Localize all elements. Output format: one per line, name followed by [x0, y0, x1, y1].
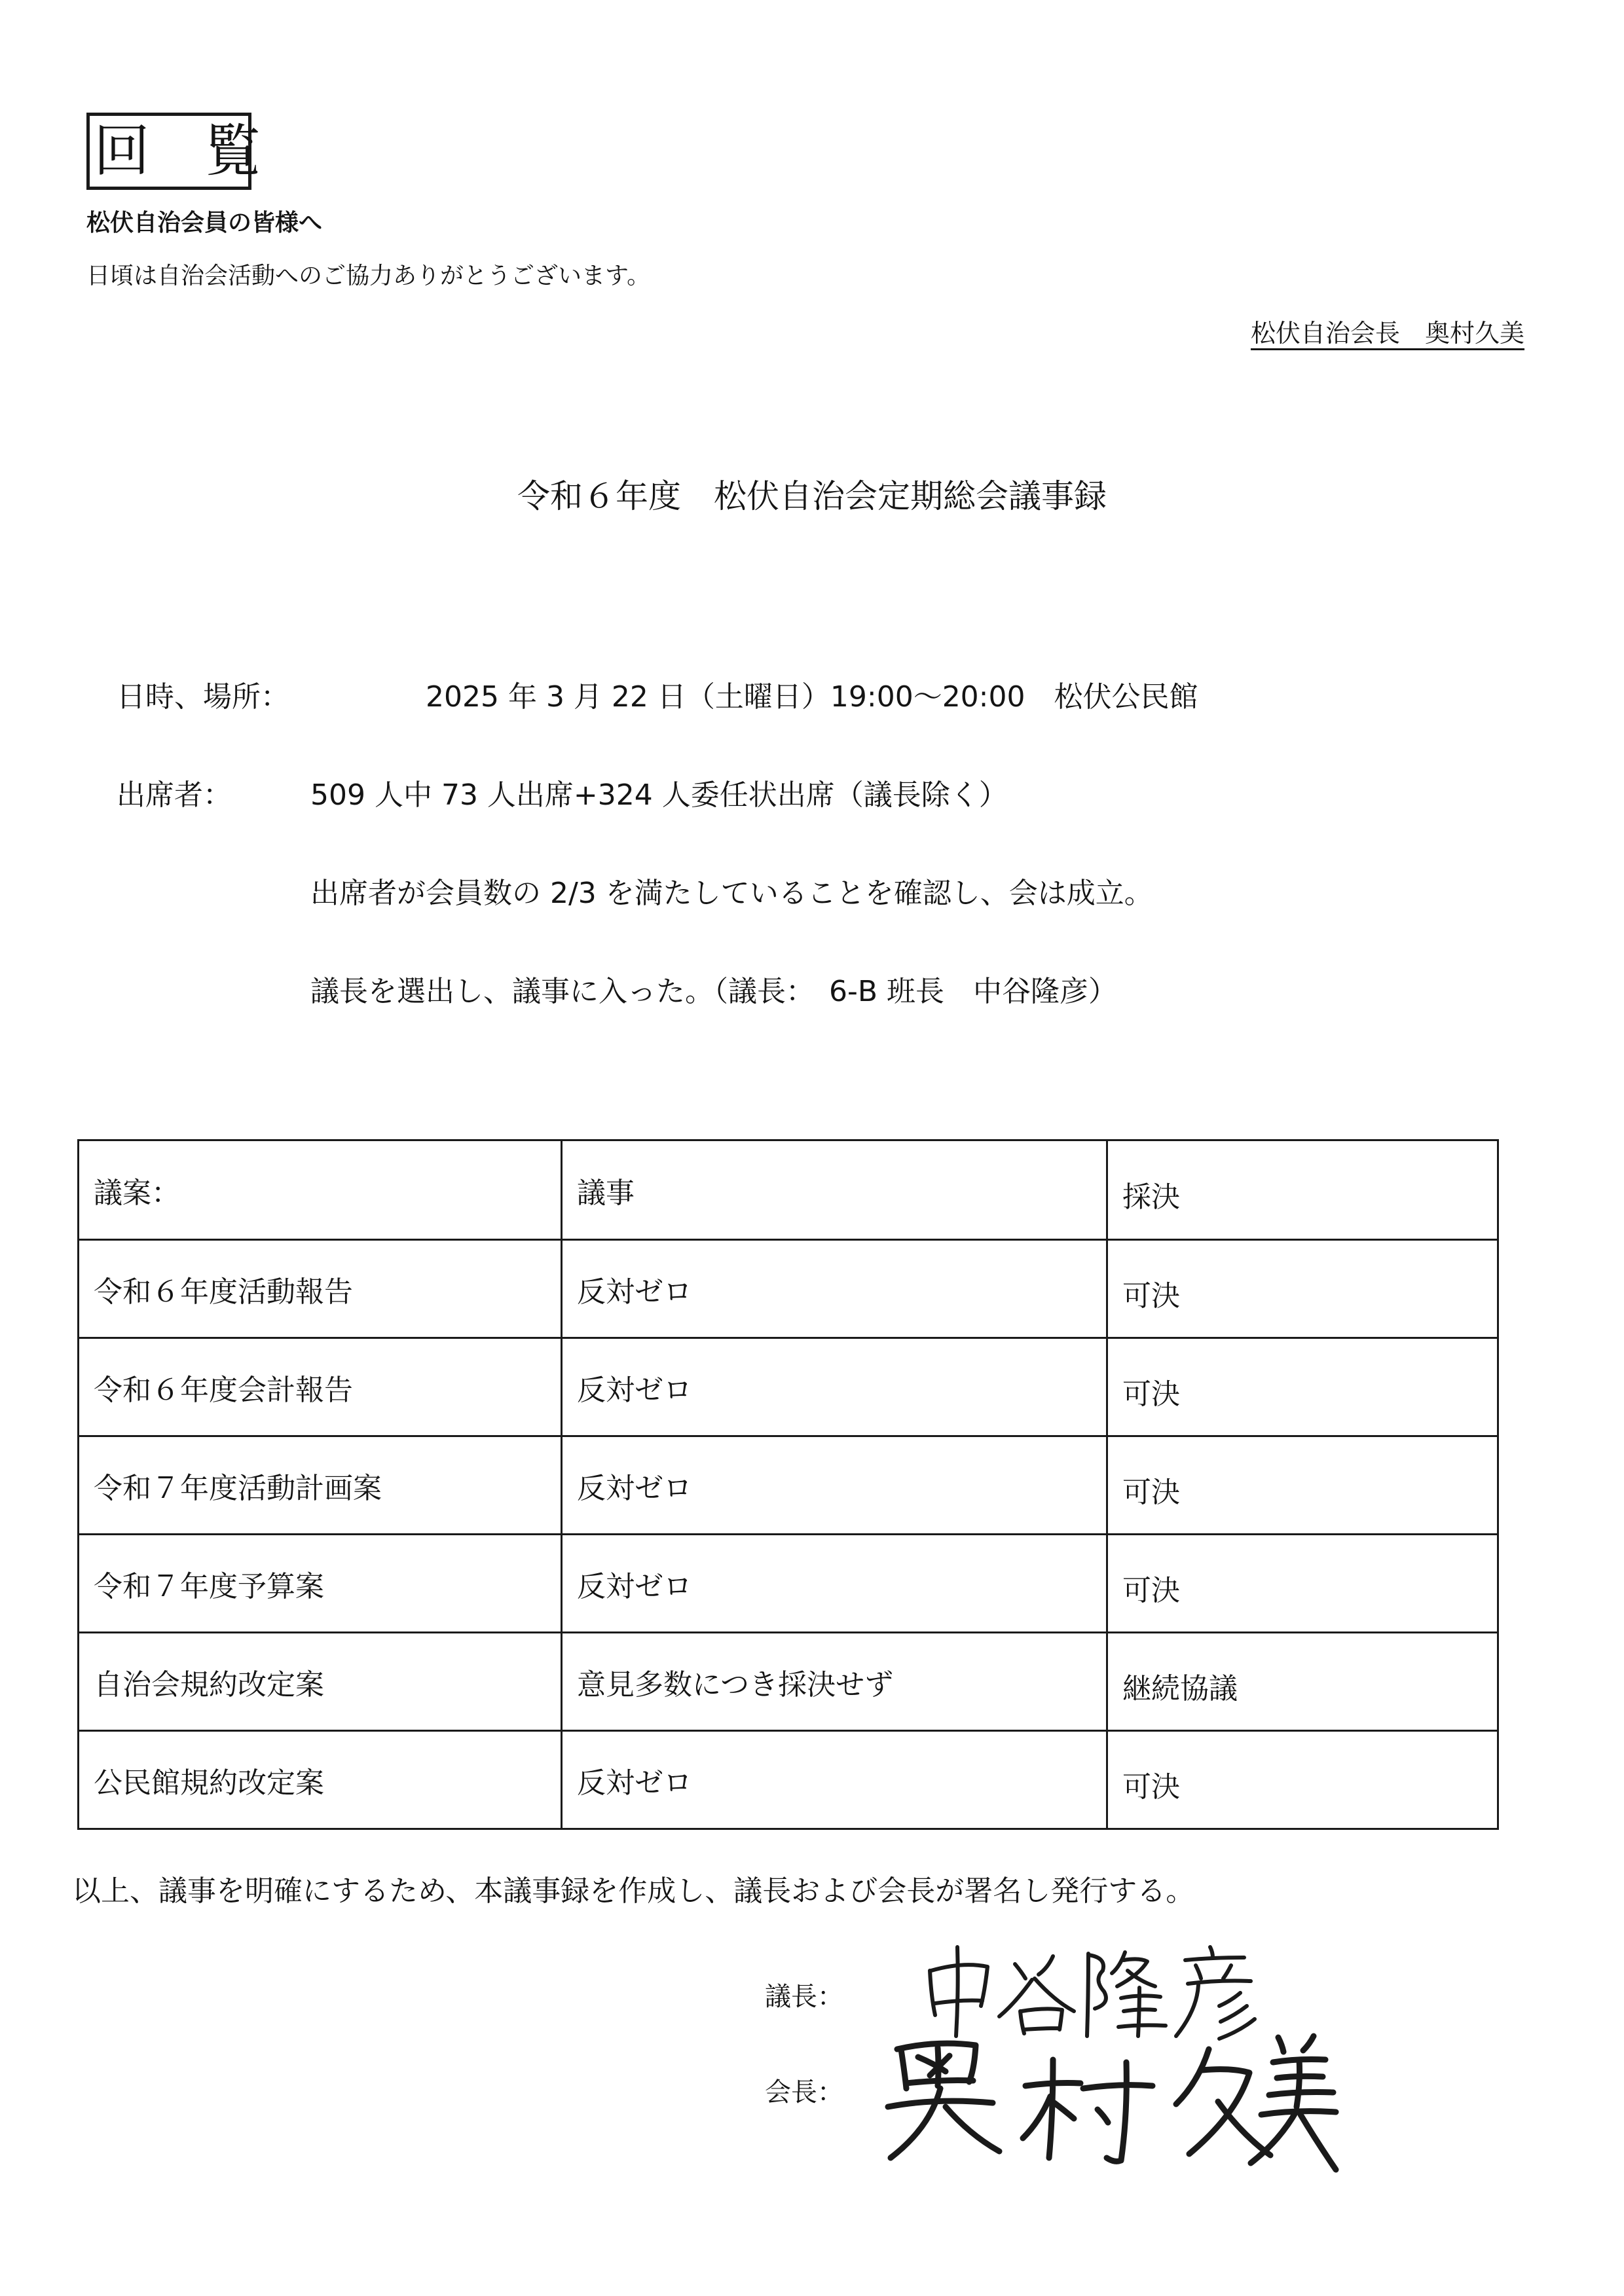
circulation-stamp: 回 覧: [86, 113, 251, 190]
agenda-vote-text: 可決: [1122, 1475, 1180, 1509]
header-cell-proceedings: 議事: [562, 1140, 1107, 1240]
greeting-text: 日頃は自治会活動へのご協力ありがとうございます。: [86, 263, 651, 289]
agenda-vote: [1107, 1535, 1498, 1633]
agenda-item: 令和７年度活動計画案: [79, 1436, 562, 1535]
agenda-vote-text: 可決: [1122, 1573, 1180, 1607]
chair-signature-label: 議長：: [765, 1982, 843, 2012]
table-header-row: [79, 1140, 1498, 1240]
agenda-vote: [1107, 1240, 1498, 1338]
agenda-vote: [1107, 1338, 1498, 1436]
attendees-label: 出席者：: [117, 778, 232, 812]
table-row: [79, 1731, 1498, 1829]
agenda-item: 令和６年度活動報告: [79, 1240, 562, 1338]
agenda-item: 公民館規約改定案: [79, 1731, 562, 1829]
document-title: 令和６年度 松伏自治会定期総会議事録: [517, 477, 1107, 515]
quorum-note: 出席者が会員数の 2/3 を満たしていることを確認し、会は成立。: [310, 877, 1153, 910]
agenda-table: [77, 1139, 1499, 1830]
issuer-signature-line: 松伏自治会長 奥村久美: [1250, 319, 1524, 348]
agenda-item: 令和７年度予算案: [79, 1535, 562, 1633]
agenda-proceedings: 反対ゼロ: [562, 1535, 1107, 1633]
table-row: [79, 1535, 1498, 1633]
header-cell-item: 議案：: [79, 1140, 562, 1240]
president-signature-label: 会長：: [765, 2077, 843, 2107]
header-cell-vote: [1107, 1140, 1498, 1240]
datetime-value: 2025 年 3 月 22 日（土曜日）19:00～20:00 松伏公民館: [426, 680, 1198, 714]
agenda-proceedings: 反対ゼロ: [562, 1436, 1107, 1535]
agenda-vote-text: 可決: [1122, 1279, 1180, 1313]
president-handwritten-signature: [877, 2023, 1336, 2174]
closing-statement: 以上、議事を明確にするため、本議事録を作成し、議長および会長が署名し発行する。: [72, 1874, 1195, 1908]
agenda-vote-text: 可決: [1122, 1770, 1180, 1804]
table-row: [79, 1436, 1498, 1535]
agenda-vote: [1107, 1731, 1498, 1829]
agenda-vote-text: 可決: [1122, 1377, 1180, 1411]
agenda-item: 自治会規約改定案: [79, 1633, 562, 1731]
agenda-proceedings: 意見多数につき採決せず: [562, 1633, 1107, 1731]
chair-note: 議長を選出し、議事に入った。（議長： 6-B 班長 中谷隆彦）: [310, 975, 1118, 1008]
table-row: [79, 1338, 1498, 1436]
attendees-value: 509 人中 73 人出席+324 人委任状出席（議長除く）: [310, 778, 1008, 812]
agenda-proceedings: 反対ゼロ: [562, 1731, 1107, 1829]
agenda-item: 令和６年度会計報告: [79, 1338, 562, 1436]
agenda-vote: [1107, 1633, 1498, 1731]
agenda-vote: [1107, 1436, 1498, 1535]
agenda-proceedings: 反対ゼロ: [562, 1338, 1107, 1436]
table-row: [79, 1240, 1498, 1338]
header-vote-text: 採決: [1122, 1180, 1180, 1214]
agenda-vote-text: 継続協議: [1122, 1671, 1238, 1705]
table-row: [79, 1633, 1498, 1731]
addressee: 松伏自治会員の皆様へ: [86, 210, 323, 236]
agenda-proceedings: 反対ゼロ: [562, 1240, 1107, 1338]
datetime-label: 日時、場所：: [117, 680, 289, 714]
